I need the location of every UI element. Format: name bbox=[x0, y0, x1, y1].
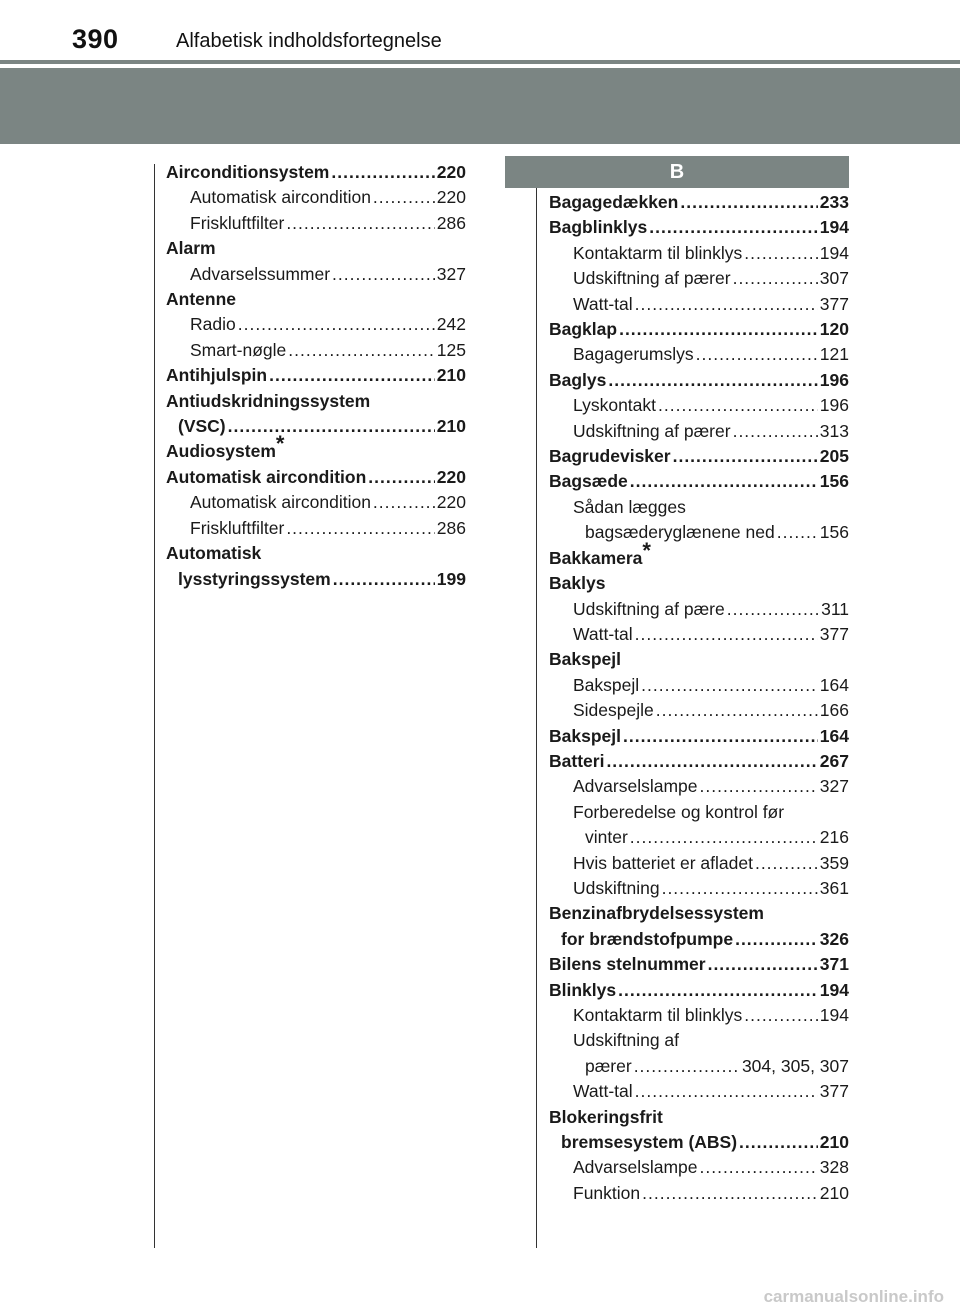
index-entry bbox=[166, 431, 466, 464]
entry-page-ref: 377 bbox=[819, 623, 849, 644]
index-entry bbox=[166, 363, 466, 388]
entry-page-ref: 210 bbox=[819, 1132, 849, 1153]
entry-term bbox=[549, 215, 647, 240]
entry-term bbox=[549, 978, 616, 1003]
entry-term-text: Audiosystem bbox=[166, 441, 276, 462]
entry-term bbox=[573, 800, 784, 825]
entry-page-ref: 156 bbox=[819, 522, 849, 543]
entry-term-text: Friskluftfilter bbox=[190, 212, 285, 233]
entry-term-text: Kontaktarm til blinklys bbox=[573, 1005, 743, 1025]
leader-dots bbox=[733, 266, 818, 291]
entry-term bbox=[190, 338, 286, 363]
entry-page-ref: 164 bbox=[819, 674, 849, 695]
leader-dots bbox=[656, 698, 818, 723]
entry-page-ref: 156 bbox=[819, 471, 849, 492]
entry-term bbox=[549, 317, 617, 342]
entry-page-ref: 194 bbox=[819, 242, 849, 263]
leader-dots bbox=[635, 1079, 818, 1104]
leader-dots bbox=[288, 338, 435, 363]
entry-term bbox=[573, 1003, 742, 1028]
index-entry bbox=[549, 698, 849, 723]
entry-term bbox=[190, 490, 371, 515]
watermark: carmanualsonline.info bbox=[763, 1287, 944, 1306]
index-entry bbox=[549, 1181, 849, 1206]
entry-term-text: Bilens stelnummer bbox=[549, 954, 706, 975]
header-banner bbox=[0, 68, 960, 144]
entry-term-text: Bakkamera bbox=[549, 547, 643, 568]
index-entry bbox=[166, 287, 466, 312]
entry-term bbox=[166, 160, 329, 185]
section-letter-heading: B bbox=[505, 156, 849, 188]
leader-dots bbox=[777, 520, 818, 545]
entry-page-ref: 242 bbox=[436, 314, 466, 335]
index-entry bbox=[549, 241, 849, 266]
index-entry bbox=[166, 490, 466, 515]
index-entry bbox=[549, 1079, 849, 1104]
entry-page-ref: 205 bbox=[819, 446, 849, 467]
entry-term bbox=[549, 749, 604, 774]
index-entry bbox=[549, 724, 849, 749]
index-entry bbox=[549, 571, 849, 596]
entry-term bbox=[178, 567, 331, 592]
entry-term bbox=[166, 389, 370, 414]
entry-term-text: Radio bbox=[190, 314, 236, 335]
leader-dots bbox=[700, 774, 818, 799]
entry-term-text: Baglys bbox=[549, 369, 607, 390]
leader-dots bbox=[680, 190, 817, 215]
entry-page-ref: 196 bbox=[819, 369, 849, 390]
index-entry bbox=[549, 495, 849, 520]
entry-page-ref: 194 bbox=[819, 217, 849, 238]
leader-dots bbox=[700, 1155, 818, 1180]
leader-dots bbox=[630, 825, 818, 850]
entry-page-ref: 377 bbox=[819, 1081, 849, 1102]
entry-page-ref: 327 bbox=[819, 776, 849, 797]
leader-dots bbox=[619, 317, 818, 342]
footnote-asterisk: * bbox=[275, 431, 285, 457]
index-entry bbox=[166, 414, 466, 439]
entry-term-text: Lyskontakt bbox=[573, 395, 657, 416]
leader-dots bbox=[238, 312, 435, 337]
entry-term bbox=[166, 287, 236, 312]
entry-term bbox=[166, 465, 366, 490]
index-entry bbox=[166, 185, 466, 210]
leader-dots bbox=[744, 241, 818, 266]
entry-term bbox=[573, 597, 725, 622]
leader-dots bbox=[662, 876, 818, 901]
index-entry bbox=[549, 1003, 849, 1028]
entry-page-ref: 371 bbox=[819, 954, 849, 975]
index-entry bbox=[549, 215, 849, 240]
leader-dots bbox=[331, 160, 434, 185]
index-entry bbox=[166, 389, 466, 414]
leader-dots bbox=[228, 414, 435, 439]
entry-term-text: Sidespejle bbox=[573, 700, 654, 721]
entry-term-text: Advarselslampe bbox=[573, 776, 698, 797]
index-entry bbox=[549, 469, 849, 494]
entry-page-ref: 121 bbox=[819, 344, 849, 365]
entry-term bbox=[585, 825, 628, 850]
index-entry bbox=[166, 160, 466, 185]
leader-dots bbox=[606, 749, 817, 774]
entry-term bbox=[549, 469, 628, 494]
leader-dots bbox=[727, 597, 819, 622]
entry-term-text: Udskiftning af bbox=[573, 1030, 680, 1051]
entry-page-ref: 327 bbox=[436, 263, 466, 284]
leader-dots bbox=[755, 851, 818, 876]
entry-term-text: (VSC) bbox=[178, 416, 226, 437]
entry-term bbox=[178, 414, 226, 439]
leader-dots bbox=[658, 393, 818, 418]
entry-term bbox=[573, 1155, 698, 1180]
index-entry bbox=[166, 211, 466, 236]
entry-page-ref: 199 bbox=[436, 568, 466, 589]
entry-term bbox=[573, 622, 633, 647]
entry-term bbox=[573, 419, 731, 444]
entry-term bbox=[190, 516, 284, 541]
index-entry bbox=[166, 236, 466, 261]
entry-term bbox=[573, 851, 753, 876]
entry-page-ref: 220 bbox=[436, 466, 466, 487]
entry-page-ref: 267 bbox=[819, 750, 849, 771]
leader-dots bbox=[649, 215, 818, 240]
entry-term-text: Batteri bbox=[549, 750, 605, 771]
entry-term bbox=[549, 724, 621, 749]
entry-term-text: Bakspejl bbox=[549, 649, 621, 670]
index-entry bbox=[549, 622, 849, 647]
entry-term bbox=[190, 211, 284, 236]
entry-page-ref: 194 bbox=[819, 979, 849, 1000]
index-entry bbox=[549, 537, 849, 571]
entry-term bbox=[166, 363, 267, 388]
index-entry bbox=[549, 647, 849, 672]
entry-term-text: Automatisk aircondition bbox=[166, 466, 367, 487]
index-column-left bbox=[166, 160, 466, 592]
entry-term-text: Bagrudevisker bbox=[549, 446, 671, 467]
leader-dots bbox=[286, 211, 434, 236]
page-header bbox=[0, 0, 960, 58]
index-entry bbox=[549, 876, 849, 901]
index-entry bbox=[549, 825, 849, 850]
index-entry bbox=[166, 312, 466, 337]
entry-term bbox=[573, 673, 639, 698]
index-entry bbox=[549, 1028, 849, 1053]
entry-term bbox=[190, 312, 236, 337]
entry-term bbox=[573, 393, 656, 418]
column-rule-left bbox=[154, 164, 155, 1248]
entry-term bbox=[573, 1181, 640, 1206]
entry-term-text: lysstyringssystem bbox=[178, 568, 331, 589]
entry-term bbox=[190, 262, 330, 287]
index-entry bbox=[549, 1130, 849, 1155]
entry-term bbox=[573, 342, 694, 367]
entry-term bbox=[585, 520, 775, 545]
entry-term-text: Alarm bbox=[166, 238, 216, 259]
entry-term-text: Blokeringsfrit bbox=[549, 1106, 663, 1127]
entry-term-text: Forberedelse og kontrol før bbox=[573, 801, 785, 822]
entry-term-text: Udskiftning af pære bbox=[573, 598, 725, 619]
leader-dots bbox=[286, 516, 434, 541]
leader-dots bbox=[373, 490, 435, 515]
entry-term bbox=[549, 952, 706, 977]
leader-dots bbox=[735, 927, 818, 952]
entry-term bbox=[549, 190, 678, 215]
entry-term bbox=[573, 266, 731, 291]
column-rule-right bbox=[536, 164, 537, 1248]
index-entry bbox=[549, 749, 849, 774]
entry-term-text: Udskiftning bbox=[573, 877, 660, 898]
index-entry bbox=[166, 465, 466, 490]
index-entry bbox=[549, 1105, 849, 1130]
leader-dots bbox=[368, 465, 435, 490]
entry-page-ref: 304, 305, 307 bbox=[741, 1055, 849, 1076]
entry-page-ref: 311 bbox=[821, 598, 849, 619]
index-entry bbox=[549, 774, 849, 799]
entry-page-ref: 286 bbox=[436, 517, 466, 538]
entry-term-text: bagsæderyglænene ned bbox=[585, 522, 775, 543]
entry-term-text: Kontaktarm til blinklys bbox=[573, 242, 743, 263]
entry-page-ref: 286 bbox=[436, 212, 466, 233]
entry-term bbox=[573, 1079, 633, 1104]
index-column-right bbox=[549, 190, 849, 1206]
entry-page-ref: 120 bbox=[819, 319, 849, 340]
leader-dots bbox=[708, 952, 818, 977]
entry-term-text: Sådan lægges bbox=[573, 496, 686, 517]
entry-term-text: Antihjulspin bbox=[166, 365, 268, 386]
entry-term bbox=[573, 495, 686, 520]
leader-dots bbox=[744, 1003, 818, 1028]
leader-dots bbox=[332, 262, 435, 287]
index-entry bbox=[549, 190, 849, 215]
entry-term-text: Blinklys bbox=[549, 979, 617, 1000]
leader-dots bbox=[733, 419, 818, 444]
entry-term-text: Bagsæde bbox=[549, 471, 628, 492]
entry-term bbox=[561, 927, 733, 952]
entry-term-text: bremsesystem (ABS) bbox=[561, 1132, 738, 1153]
entry-term-text: Friskluftfilter bbox=[190, 517, 285, 538]
entry-term-text: Watt-tal bbox=[573, 623, 633, 644]
entry-term bbox=[573, 1028, 679, 1053]
leader-dots bbox=[634, 1054, 740, 1079]
page-title: Alfabetisk indholdsfortegnelse bbox=[176, 30, 442, 52]
entry-term-text: Advarselslampe bbox=[573, 1157, 698, 1178]
entry-page-ref: 196 bbox=[819, 395, 849, 416]
index-entry bbox=[549, 597, 849, 622]
index-entry bbox=[549, 1155, 849, 1180]
entry-term-text: Automatisk bbox=[166, 543, 262, 564]
entry-term-text: Antenne bbox=[166, 289, 236, 310]
entry-term-text: Funktion bbox=[573, 1182, 641, 1203]
entry-term-text: Antiudskridningssystem bbox=[166, 390, 371, 411]
index-entry bbox=[166, 338, 466, 363]
entry-term bbox=[573, 292, 633, 317]
entry-page-ref: 210 bbox=[436, 365, 466, 386]
leader-dots bbox=[630, 469, 818, 494]
index-entry bbox=[549, 266, 849, 291]
entry-term bbox=[573, 698, 654, 723]
entry-term-text: Watt-tal bbox=[573, 1081, 633, 1102]
index-entry bbox=[549, 444, 849, 469]
entry-term bbox=[585, 1054, 632, 1079]
entry-term bbox=[549, 537, 651, 571]
footnote-asterisk: * bbox=[642, 537, 651, 563]
index-entry bbox=[549, 673, 849, 698]
entry-term-text: Bakspejl bbox=[549, 725, 621, 746]
entry-term bbox=[573, 774, 698, 799]
page-number: 390 bbox=[72, 24, 119, 54]
entry-term-text: Automatisk aircondition bbox=[190, 187, 371, 208]
entry-term bbox=[561, 1130, 737, 1155]
entry-page-ref: 233 bbox=[819, 192, 849, 212]
leader-dots bbox=[642, 1181, 818, 1206]
entry-term-text: Udskiftning af pærer bbox=[573, 268, 731, 289]
entry-term bbox=[549, 1105, 663, 1130]
leader-dots bbox=[635, 292, 818, 317]
entry-term-text: Bagagerumslys bbox=[573, 344, 694, 365]
leader-dots bbox=[333, 567, 435, 592]
index-entry bbox=[166, 516, 466, 541]
entry-page-ref: 125 bbox=[436, 339, 466, 360]
leader-dots bbox=[618, 978, 818, 1003]
index-entry bbox=[549, 800, 849, 825]
leader-dots bbox=[673, 444, 818, 469]
entry-term-text: pærer bbox=[585, 1055, 632, 1076]
leader-dots bbox=[623, 724, 818, 749]
index-entry bbox=[166, 567, 466, 592]
entry-page-ref: 166 bbox=[819, 700, 849, 721]
entry-term-text: Watt-tal bbox=[573, 293, 633, 314]
entry-term bbox=[166, 431, 285, 464]
entry-term-text: Automatisk aircondition bbox=[190, 492, 371, 513]
entry-page-ref: 210 bbox=[819, 1182, 849, 1203]
leader-dots bbox=[608, 368, 817, 393]
entry-term bbox=[549, 901, 764, 926]
index-entry bbox=[549, 927, 849, 952]
entry-page-ref: 216 bbox=[819, 827, 849, 848]
entry-page-ref: 377 bbox=[819, 293, 849, 314]
entry-term-text: for brændstofpumpe bbox=[561, 928, 734, 949]
index-entry bbox=[166, 262, 466, 287]
entry-page-ref: 220 bbox=[436, 187, 466, 208]
index-entry bbox=[166, 541, 466, 566]
index-entry bbox=[549, 292, 849, 317]
index-entry bbox=[549, 978, 849, 1003]
header-divider bbox=[0, 60, 960, 64]
leader-dots bbox=[641, 673, 818, 698]
entry-page-ref: 359 bbox=[819, 852, 849, 873]
entry-page-ref: 164 bbox=[819, 725, 849, 746]
entry-term-text: Udskiftning af pærer bbox=[573, 420, 731, 441]
index-entry bbox=[549, 901, 849, 926]
entry-term-text: Baklys bbox=[549, 573, 606, 594]
entry-term-text: Bagklap bbox=[549, 319, 618, 340]
entry-page-ref: 361 bbox=[819, 877, 849, 898]
entry-page-ref: 307 bbox=[819, 268, 849, 289]
entry-page-ref: 194 bbox=[819, 1005, 849, 1025]
entry-term bbox=[549, 368, 606, 393]
entry-page-ref: 313 bbox=[819, 420, 849, 441]
entry-term bbox=[190, 185, 371, 210]
entry-page-ref: 328 bbox=[819, 1157, 849, 1178]
entry-term bbox=[166, 236, 216, 261]
entry-term-text: Advarselssummer bbox=[190, 263, 331, 284]
entry-term bbox=[549, 444, 671, 469]
entry-term-text: Airconditionsystem bbox=[166, 162, 330, 182]
entry-term-text: Bagagedækken bbox=[549, 192, 679, 212]
entry-term-text: Hvis batteriet er afladet bbox=[573, 852, 753, 873]
index-entry bbox=[549, 368, 849, 393]
leader-dots bbox=[739, 1130, 818, 1155]
index-entry bbox=[549, 419, 849, 444]
index-entry bbox=[549, 317, 849, 342]
index-entry bbox=[549, 1054, 849, 1079]
entry-term bbox=[166, 541, 261, 566]
entry-term-text: vinter bbox=[585, 827, 628, 848]
entry-term-text: Bagblinklys bbox=[549, 217, 648, 238]
entry-page-ref: 210 bbox=[436, 416, 466, 437]
index-entry bbox=[549, 393, 849, 418]
leader-dots bbox=[373, 185, 435, 210]
entry-page-ref: 220 bbox=[436, 492, 466, 513]
leader-dots bbox=[269, 363, 435, 388]
entry-term bbox=[549, 647, 621, 672]
index-entry bbox=[549, 851, 849, 876]
entry-term bbox=[549, 571, 605, 596]
entry-term-text: Benzinafbrydelsessystem bbox=[549, 903, 764, 924]
entry-term bbox=[573, 876, 660, 901]
index-entry bbox=[549, 520, 849, 545]
entry-term-text: Bakspejl bbox=[573, 674, 640, 695]
index-entry bbox=[549, 952, 849, 977]
entry-term-text: Smart-nøgle bbox=[190, 339, 287, 360]
entry-page-ref: 220 bbox=[436, 162, 466, 182]
index-entry bbox=[549, 342, 849, 367]
entry-term bbox=[573, 241, 742, 266]
leader-dots bbox=[635, 622, 818, 647]
entry-page-ref: 326 bbox=[819, 928, 849, 949]
leader-dots bbox=[696, 342, 818, 367]
